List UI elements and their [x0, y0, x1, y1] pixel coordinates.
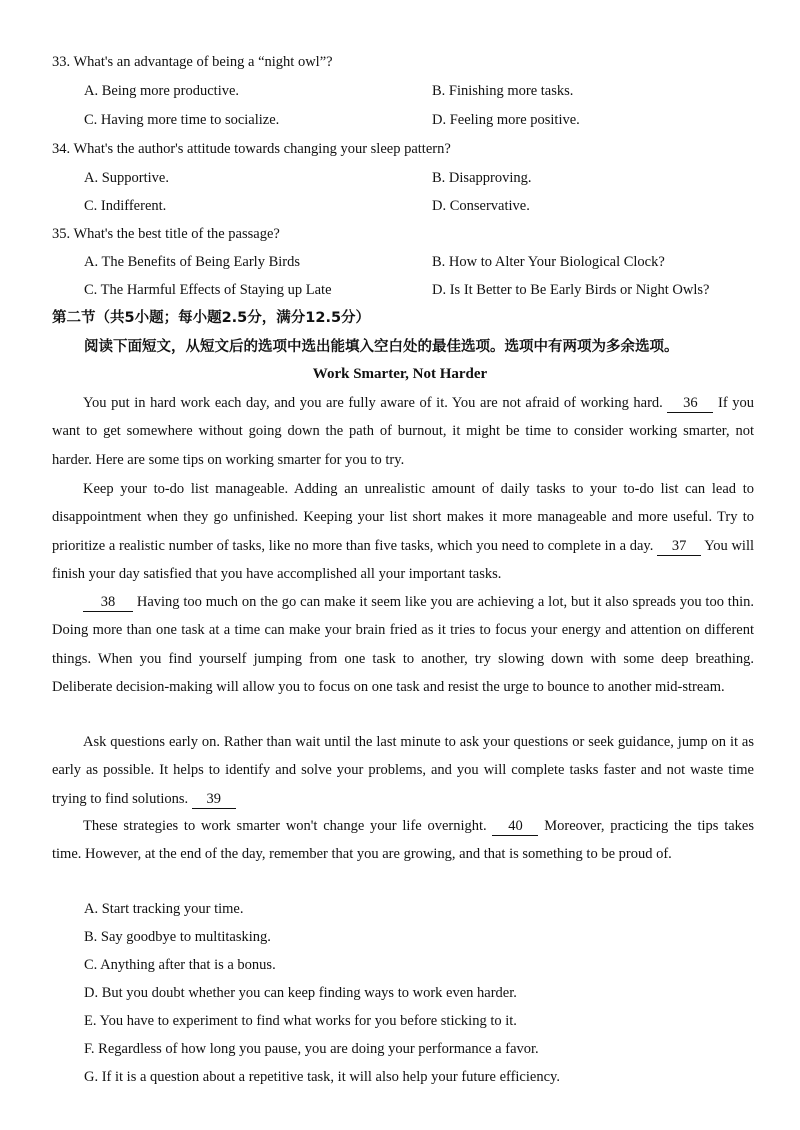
passage-paragraph-5	[52, 812, 754, 869]
question-33-option-c: C. Having more time to socialize.	[84, 112, 280, 128]
question-33-stem: 33. What's an advantage of being a “night owl”?	[52, 54, 333, 70]
passage-paragraph-2	[52, 475, 754, 589]
question-35-option-a: A. The Benefits of Being Early Birds	[84, 254, 300, 270]
option-g: G. If it is a question about a repetitive task, it will also help your future efficiency.	[84, 1069, 560, 1085]
passage-paragraph-1	[52, 389, 754, 474]
paragraph-4-text: Ask questions early on. Rather than wait until the last minute to ask your questions or seek guidance, jump on it as early as possible. It helps to identify and solve your problems, and you will complete tasks faster and not waste time trying to find solutions.	[52, 734, 754, 807]
question-34-option-b: B. Disapproving.	[432, 170, 532, 186]
question-34-option-a: A. Supportive.	[84, 170, 169, 186]
question-33-option-b: B. Finishing more tasks.	[432, 83, 574, 99]
paragraph-2-text-b: You will finish your day satisfied that you have accomplished all your important tasks.	[52, 537, 755, 583]
passage-paragraph-3	[52, 588, 754, 702]
paragraph-1-text-a: You put in hard work each day, and you are fully aware of it. You are not afraid of working hard.	[83, 395, 663, 411]
blank-37: 37	[657, 537, 701, 556]
paragraph-5-text-a: These strategies to work smarter won't change your life overnight.	[83, 818, 487, 834]
question-33-option-a: A. Being more productive.	[84, 83, 240, 99]
blank-39: 39	[192, 790, 236, 809]
question-35-stem: 35. What's the best title of the passage?	[52, 226, 280, 242]
paragraph-5-text-b: Moreover, practicing the tips takes time. However, at the end of the day, remember that you are growing, and that is something to be proud of.	[52, 818, 754, 863]
option-c: C. Anything after that is a bonus.	[84, 957, 276, 973]
section-instruction: 阅读下面短文，从短文后的选项中选出能填入空白处的最佳选项。选项中有两项为多余选项。	[84, 339, 679, 355]
paragraph-2-text-a: Keep your to-do list manageable. Adding an unrealistic amount of daily tasks to your to-do list can lead to disappointment when they go unfinished. Keeping your list short makes it more manageable and more useful. Try to prioritize a realistic number of tasks, like no more than five tasks, which you need to complete in a day.	[52, 481, 754, 554]
question-33-option-d: D. Feeling more positive.	[432, 112, 580, 128]
passage-paragraph-4	[52, 728, 754, 813]
question-34-option-c: C. Indifferent.	[84, 198, 167, 214]
blank-38: 38	[83, 593, 133, 612]
option-b: B. Say goodbye to multitasking.	[84, 929, 271, 945]
option-a: A. Start tracking your time.	[84, 901, 244, 917]
question-34-option-d: D. Conservative.	[432, 198, 530, 214]
question-35-option-d: D. Is It Better to Be Early Birds or Night Owls?	[432, 282, 710, 298]
blank-36: 36	[667, 394, 713, 413]
option-d: D. But you doubt whether you can keep finding ways to work even harder.	[84, 985, 517, 1001]
paragraph-1-text-b: If you want to get somewhere without going down the path of burnout, it might be time to consider working smarter, not harder. Here are some tips on working smarter for you to try.	[52, 395, 754, 468]
paragraph-3-text: Having too much on the go can make it seem like you are achieving a lot, but it also spreads you too thin. Doing more than one task at a time can make your brain fried as it tries to focus your energy and attention on different things. When you find yourself jumping from one task to another, try slowing down with some deep breathing. Deliberate decision-making will allow you to focus on one task and resist the urge to bounce to another mid-stream.	[52, 594, 754, 696]
option-f: F. Regardless of how long you pause, you are doing your performance a favor.	[84, 1041, 539, 1057]
question-34-stem: 34. What's the author's attitude towards changing your sleep pattern?	[52, 141, 451, 157]
question-35-option-b: B. How to Alter Your Biological Clock?	[432, 254, 665, 270]
question-35-option-c: C. The Harmful Effects of Staying up Late	[84, 282, 332, 298]
section-heading: 第二节（共5小题；每小题2.5分，满分12.5分）	[52, 310, 371, 326]
option-e: E. You have to experiment to find what works for you before sticking to it.	[84, 1013, 517, 1029]
passage-title: Work Smarter, Not Harder	[312, 366, 488, 382]
blank-40: 40	[492, 817, 538, 836]
